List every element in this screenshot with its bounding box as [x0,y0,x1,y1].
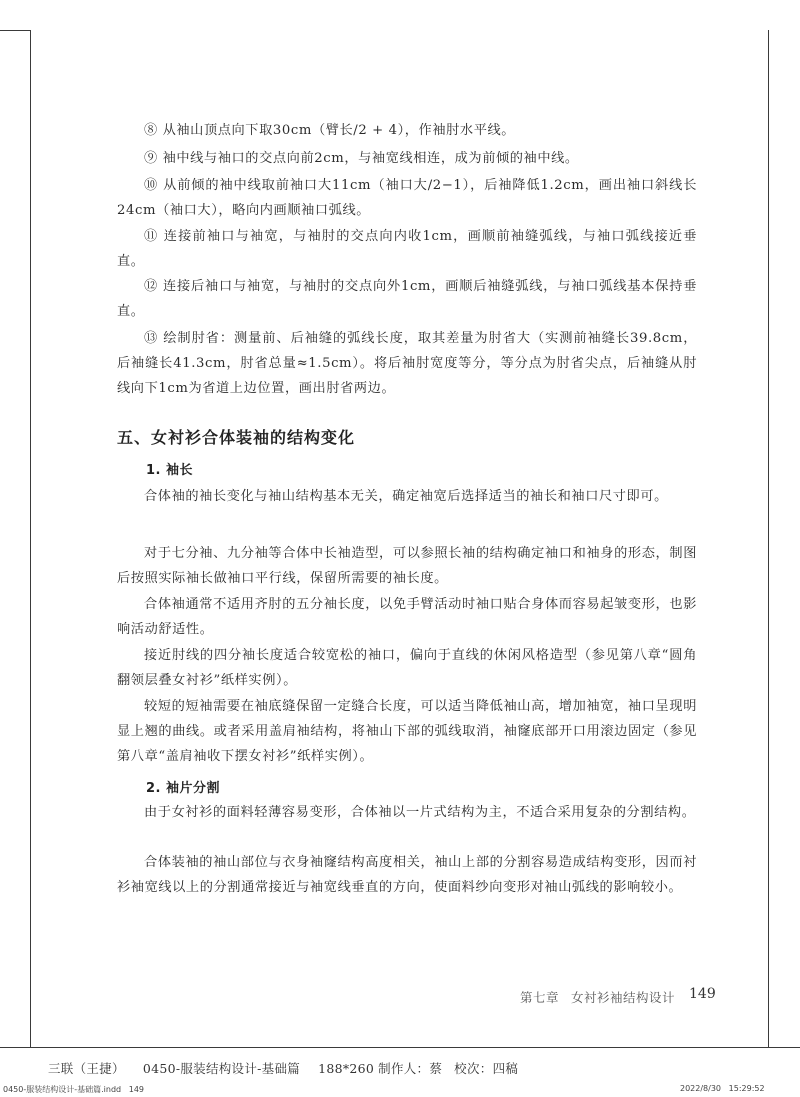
step-10-paragraph: ⑩ 从前倾的袖中线取前袖口大11cm（袖口大/2−1），后袖降低1.2cm，画出袖口斜线长24cm（袖口大），略向内画顺袖口弧线。 [117,178,697,218]
step-12-paragraph: ⑫ 连接后袖口与袖宽，与袖肘的交点向外1cm，画顺后袖缝弧线，与袖口弧线基本保持垂直。 [117,279,697,319]
printer-slug [48,1059,536,1077]
subsection-title-sleeve-split: 2. 袖片分割 [146,781,221,796]
sleeve-split-paragraph-1: 由于女衬衫的面料轻薄容易变形，合体袖以一片式结构为主，不适合采用复杂的分割结构。 [144,805,696,820]
footer-chapter-number: 第七章 [520,990,560,1005]
sleeve-length-paragraph-2: 对于七分袖、九分袖等合体中长袖造型，可以参照长袖的结构确定袖口和袖身的形态，制图后按照实际袖长做袖口平行线，保留所需要的袖长度。 [117,546,697,586]
indd-file-label: 0450-服装结构设计-基础篇.indd 149 [3,1085,145,1094]
slug-proof: 校次：四稿 [454,1061,519,1076]
footer-chapter-title: 女衬衫袖结构设计 [571,990,676,1005]
crop-mark-top [0,30,30,31]
sleeve-length-paragraph-4: 接近肘线的四分袖长度适合较宽松的袖口，偏向于直线的休闲风格造型（参见第八章“圆角翻领层叠女衬衫”纸样实例）。 [117,648,697,688]
slug-maker: 制作人：蔡 [378,1061,443,1076]
step-11-paragraph: ⑪ 连接前袖口与袖宽，与袖肘的交点向内收1cm，画顺前袖缝弧线，与袖口弧线接近垂直。 [117,229,697,269]
sleeve-length-paragraph-3: 合体袖通常不适用齐肘的五分袖长度，以免手臂活动时袖口贴合身体而容易起皱变形，也影响活动舒适性。 [117,597,697,637]
sleeve-length-paragraph-1: 合体袖的袖长变化与袖山结构基本无关，确定袖宽后选择适当的袖长和袖口尺寸即可。 [144,489,668,504]
slug-publisher: 三联（王捷） [48,1061,125,1076]
crop-mark-right [768,30,769,1047]
crop-mark-bottom [0,1047,800,1048]
indd-timestamp: 2022/8/30 15:29:52 [680,1084,765,1093]
slug-size: 188*260 [318,1061,375,1076]
slug-job: 0450-服装结构设计-基础篇 [142,1061,301,1076]
subsection-title-sleeve-length: 1. 袖长 [146,463,194,478]
crop-mark-left [30,30,31,1047]
page-number: 149 [689,986,716,1002]
sleeve-length-paragraph-5: 较短的短袖需要在袖底缝保留一定缝合长度，可以适当降低袖山高，增加袖宽，袖口呈现明显上翘的曲线。或者采用盖肩袖结构，将袖山下部的弧线取消，袖窿底部开口用滚边固定（参见第八章“盖肩袖收下摆女衬衫”纸样实例）。 [117,699,697,764]
step-9-paragraph: ⑨ 袖中线与袖口的交点向前2cm，与袖宽线相连，成为前倾的袖中线。 [144,151,579,166]
step-8-paragraph: ⑧ 从袖山顶点向下取30cm（臂长/2 + 4），作袖肘水平线。 [144,123,516,138]
section-title: 五、女衬衫合体装袖的结构变化 [117,428,356,447]
running-footer [520,988,675,1006]
step-13-paragraph: ⑬ 绘制肘省：测量前、后袖缝的弧线长度，取其差量为肘省大（实测前袖缝长39.8cm，后袖缝长41.3cm，肘省总量≈1.5cm）。将后袖肘宽度等分，等分点为肘省尖点，后袖缝从肘线向下1cm为省道上边位置，画出肘省两边。 [117,331,697,396]
sleeve-split-paragraph-2: 合体装袖的袖山部位与衣身袖窿结构高度相关，袖山上部的分割容易造成结构变形，因而衬衫袖宽线以上的分割通常接近与袖宽线垂直的方向，使面料纱向变形对袖山弧线的影响较小。 [117,855,697,895]
